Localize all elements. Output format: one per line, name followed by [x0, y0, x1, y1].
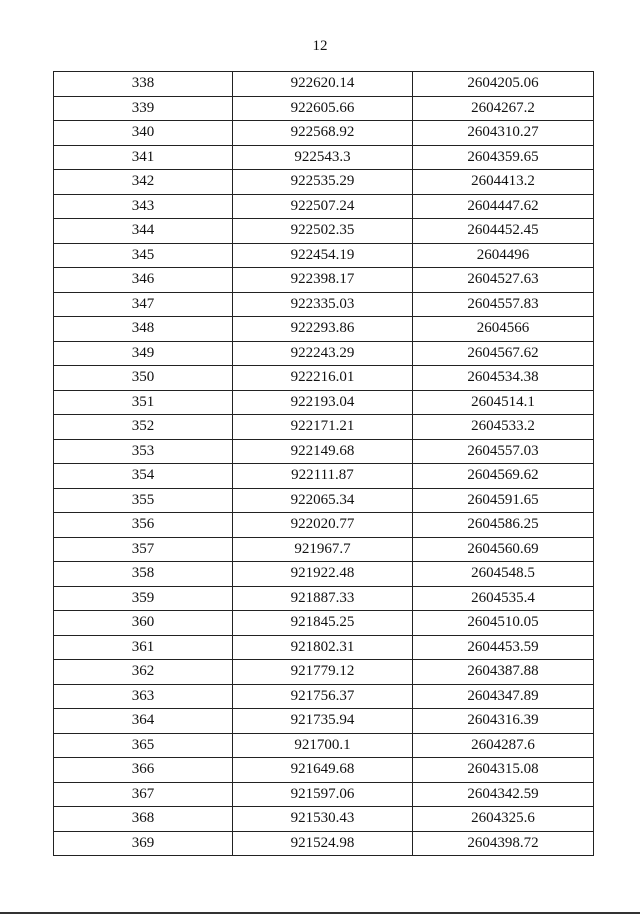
x-coordinate-cell: 922568.92: [233, 121, 413, 146]
x-coordinate-cell: 921887.33: [233, 586, 413, 611]
y-coordinate-cell: 2604315.08: [413, 758, 594, 783]
y-coordinate-cell: 2604316.39: [413, 709, 594, 734]
point-number-cell: 365: [54, 733, 233, 758]
table-row: [54, 586, 594, 611]
table-row: [54, 145, 594, 170]
table-row: [54, 782, 594, 807]
table-row: [54, 488, 594, 513]
point-number-cell: 350: [54, 366, 233, 391]
point-number-cell: 351: [54, 390, 233, 415]
x-coordinate-cell: 921649.68: [233, 758, 413, 783]
x-coordinate-cell: 921779.12: [233, 660, 413, 685]
point-number-cell: 345: [54, 243, 233, 268]
point-number-cell: 366: [54, 758, 233, 783]
point-number-cell: 367: [54, 782, 233, 807]
table-row: [54, 464, 594, 489]
table-row: [54, 121, 594, 146]
table-row: [54, 341, 594, 366]
y-coordinate-cell: 2604560.69: [413, 537, 594, 562]
point-number-cell: 355: [54, 488, 233, 513]
y-coordinate-cell: 2604591.65: [413, 488, 594, 513]
y-coordinate-cell: 2604535.4: [413, 586, 594, 611]
point-number-cell: 342: [54, 170, 233, 195]
y-coordinate-cell: 2604586.25: [413, 513, 594, 538]
table-row: [54, 415, 594, 440]
point-number-cell: 339: [54, 96, 233, 121]
x-coordinate-cell: 921845.25: [233, 611, 413, 636]
y-coordinate-cell: 2604557.83: [413, 292, 594, 317]
x-coordinate-cell: 922111.87: [233, 464, 413, 489]
point-number-cell: 360: [54, 611, 233, 636]
table-row: [54, 635, 594, 660]
y-coordinate-cell: 2604205.06: [413, 72, 594, 97]
table-row: [54, 292, 594, 317]
table-row: [54, 72, 594, 97]
x-coordinate-cell: 922535.29: [233, 170, 413, 195]
x-coordinate-cell: 921700.1: [233, 733, 413, 758]
point-number-cell: 361: [54, 635, 233, 660]
y-coordinate-cell: 2604566: [413, 317, 594, 342]
table-row: [54, 831, 594, 856]
x-coordinate-cell: 921967.7: [233, 537, 413, 562]
y-coordinate-cell: 2604347.89: [413, 684, 594, 709]
point-number-cell: 347: [54, 292, 233, 317]
table-row: [54, 807, 594, 832]
table-row: [54, 439, 594, 464]
point-number-cell: 352: [54, 415, 233, 440]
y-coordinate-cell: 2604387.88: [413, 660, 594, 685]
x-coordinate-cell: 922020.77: [233, 513, 413, 538]
x-coordinate-cell: 921922.48: [233, 562, 413, 587]
x-coordinate-cell: 922149.68: [233, 439, 413, 464]
y-coordinate-cell: 2604548.5: [413, 562, 594, 587]
y-coordinate-cell: 2604342.59: [413, 782, 594, 807]
table-row: [54, 758, 594, 783]
point-number-cell: 369: [54, 831, 233, 856]
y-coordinate-cell: 2604557.03: [413, 439, 594, 464]
coordinate-table: [53, 71, 594, 856]
table-row: [54, 733, 594, 758]
x-coordinate-cell: 922216.01: [233, 366, 413, 391]
point-number-cell: 357: [54, 537, 233, 562]
x-coordinate-cell: 922502.35: [233, 219, 413, 244]
point-number-cell: 359: [54, 586, 233, 611]
point-number-cell: 346: [54, 268, 233, 293]
point-number-cell: 364: [54, 709, 233, 734]
table-row: [54, 268, 594, 293]
table-row: [54, 390, 594, 415]
point-number-cell: 362: [54, 660, 233, 685]
y-coordinate-cell: 2604567.62: [413, 341, 594, 366]
x-coordinate-cell: 922335.03: [233, 292, 413, 317]
table-row: [54, 684, 594, 709]
x-coordinate-cell: 922293.86: [233, 317, 413, 342]
x-coordinate-cell: 921524.98: [233, 831, 413, 856]
y-coordinate-cell: 2604447.62: [413, 194, 594, 219]
x-coordinate-cell: 921735.94: [233, 709, 413, 734]
x-coordinate-cell: 922065.34: [233, 488, 413, 513]
x-coordinate-cell: 922193.04: [233, 390, 413, 415]
y-coordinate-cell: 2604534.38: [413, 366, 594, 391]
x-coordinate-cell: 922171.21: [233, 415, 413, 440]
y-coordinate-cell: 2604453.59: [413, 635, 594, 660]
x-coordinate-cell: 922243.29: [233, 341, 413, 366]
x-coordinate-cell: 922620.14: [233, 72, 413, 97]
x-coordinate-cell: 922605.66: [233, 96, 413, 121]
y-coordinate-cell: 2604514.1: [413, 390, 594, 415]
point-number-cell: 354: [54, 464, 233, 489]
x-coordinate-cell: 922454.19: [233, 243, 413, 268]
x-coordinate-cell: 921530.43: [233, 807, 413, 832]
x-coordinate-cell: 921756.37: [233, 684, 413, 709]
x-coordinate-cell: 922398.17: [233, 268, 413, 293]
y-coordinate-cell: 2604533.2: [413, 415, 594, 440]
y-coordinate-cell: 2604398.72: [413, 831, 594, 856]
table-row: [54, 513, 594, 538]
point-number-cell: 348: [54, 317, 233, 342]
table-row: [54, 96, 594, 121]
y-coordinate-cell: 2604267.2: [413, 96, 594, 121]
x-coordinate-cell: 922543.3: [233, 145, 413, 170]
x-coordinate-cell: 921597.06: [233, 782, 413, 807]
table-row: [54, 194, 594, 219]
y-coordinate-cell: 2604287.6: [413, 733, 594, 758]
y-coordinate-cell: 2604310.27: [413, 121, 594, 146]
point-number-cell: 353: [54, 439, 233, 464]
y-coordinate-cell: 2604496: [413, 243, 594, 268]
table-row: [54, 243, 594, 268]
point-number-cell: 349: [54, 341, 233, 366]
table-row: [54, 562, 594, 587]
y-coordinate-cell: 2604413.2: [413, 170, 594, 195]
table-row: [54, 709, 594, 734]
y-coordinate-cell: 2604569.62: [413, 464, 594, 489]
point-number-cell: 344: [54, 219, 233, 244]
y-coordinate-cell: 2604359.65: [413, 145, 594, 170]
table-row: [54, 611, 594, 636]
y-coordinate-cell: 2604527.63: [413, 268, 594, 293]
bottom-rule: [0, 912, 640, 914]
x-coordinate-cell: 922507.24: [233, 194, 413, 219]
y-coordinate-cell: 2604510.05: [413, 611, 594, 636]
point-number-cell: 338: [54, 72, 233, 97]
y-coordinate-cell: 2604325.6: [413, 807, 594, 832]
table-row: [54, 317, 594, 342]
point-number-cell: 356: [54, 513, 233, 538]
page-number: 12: [312, 38, 328, 54]
point-number-cell: 340: [54, 121, 233, 146]
table-row: [54, 537, 594, 562]
point-number-cell: 341: [54, 145, 233, 170]
table-row: [54, 660, 594, 685]
point-number-cell: 343: [54, 194, 233, 219]
table-row: [54, 366, 594, 391]
point-number-cell: 368: [54, 807, 233, 832]
table-body: [54, 72, 594, 856]
table-row: [54, 170, 594, 195]
y-coordinate-cell: 2604452.45: [413, 219, 594, 244]
point-number-cell: 358: [54, 562, 233, 587]
table-row: [54, 219, 594, 244]
point-number-cell: 363: [54, 684, 233, 709]
x-coordinate-cell: 921802.31: [233, 635, 413, 660]
